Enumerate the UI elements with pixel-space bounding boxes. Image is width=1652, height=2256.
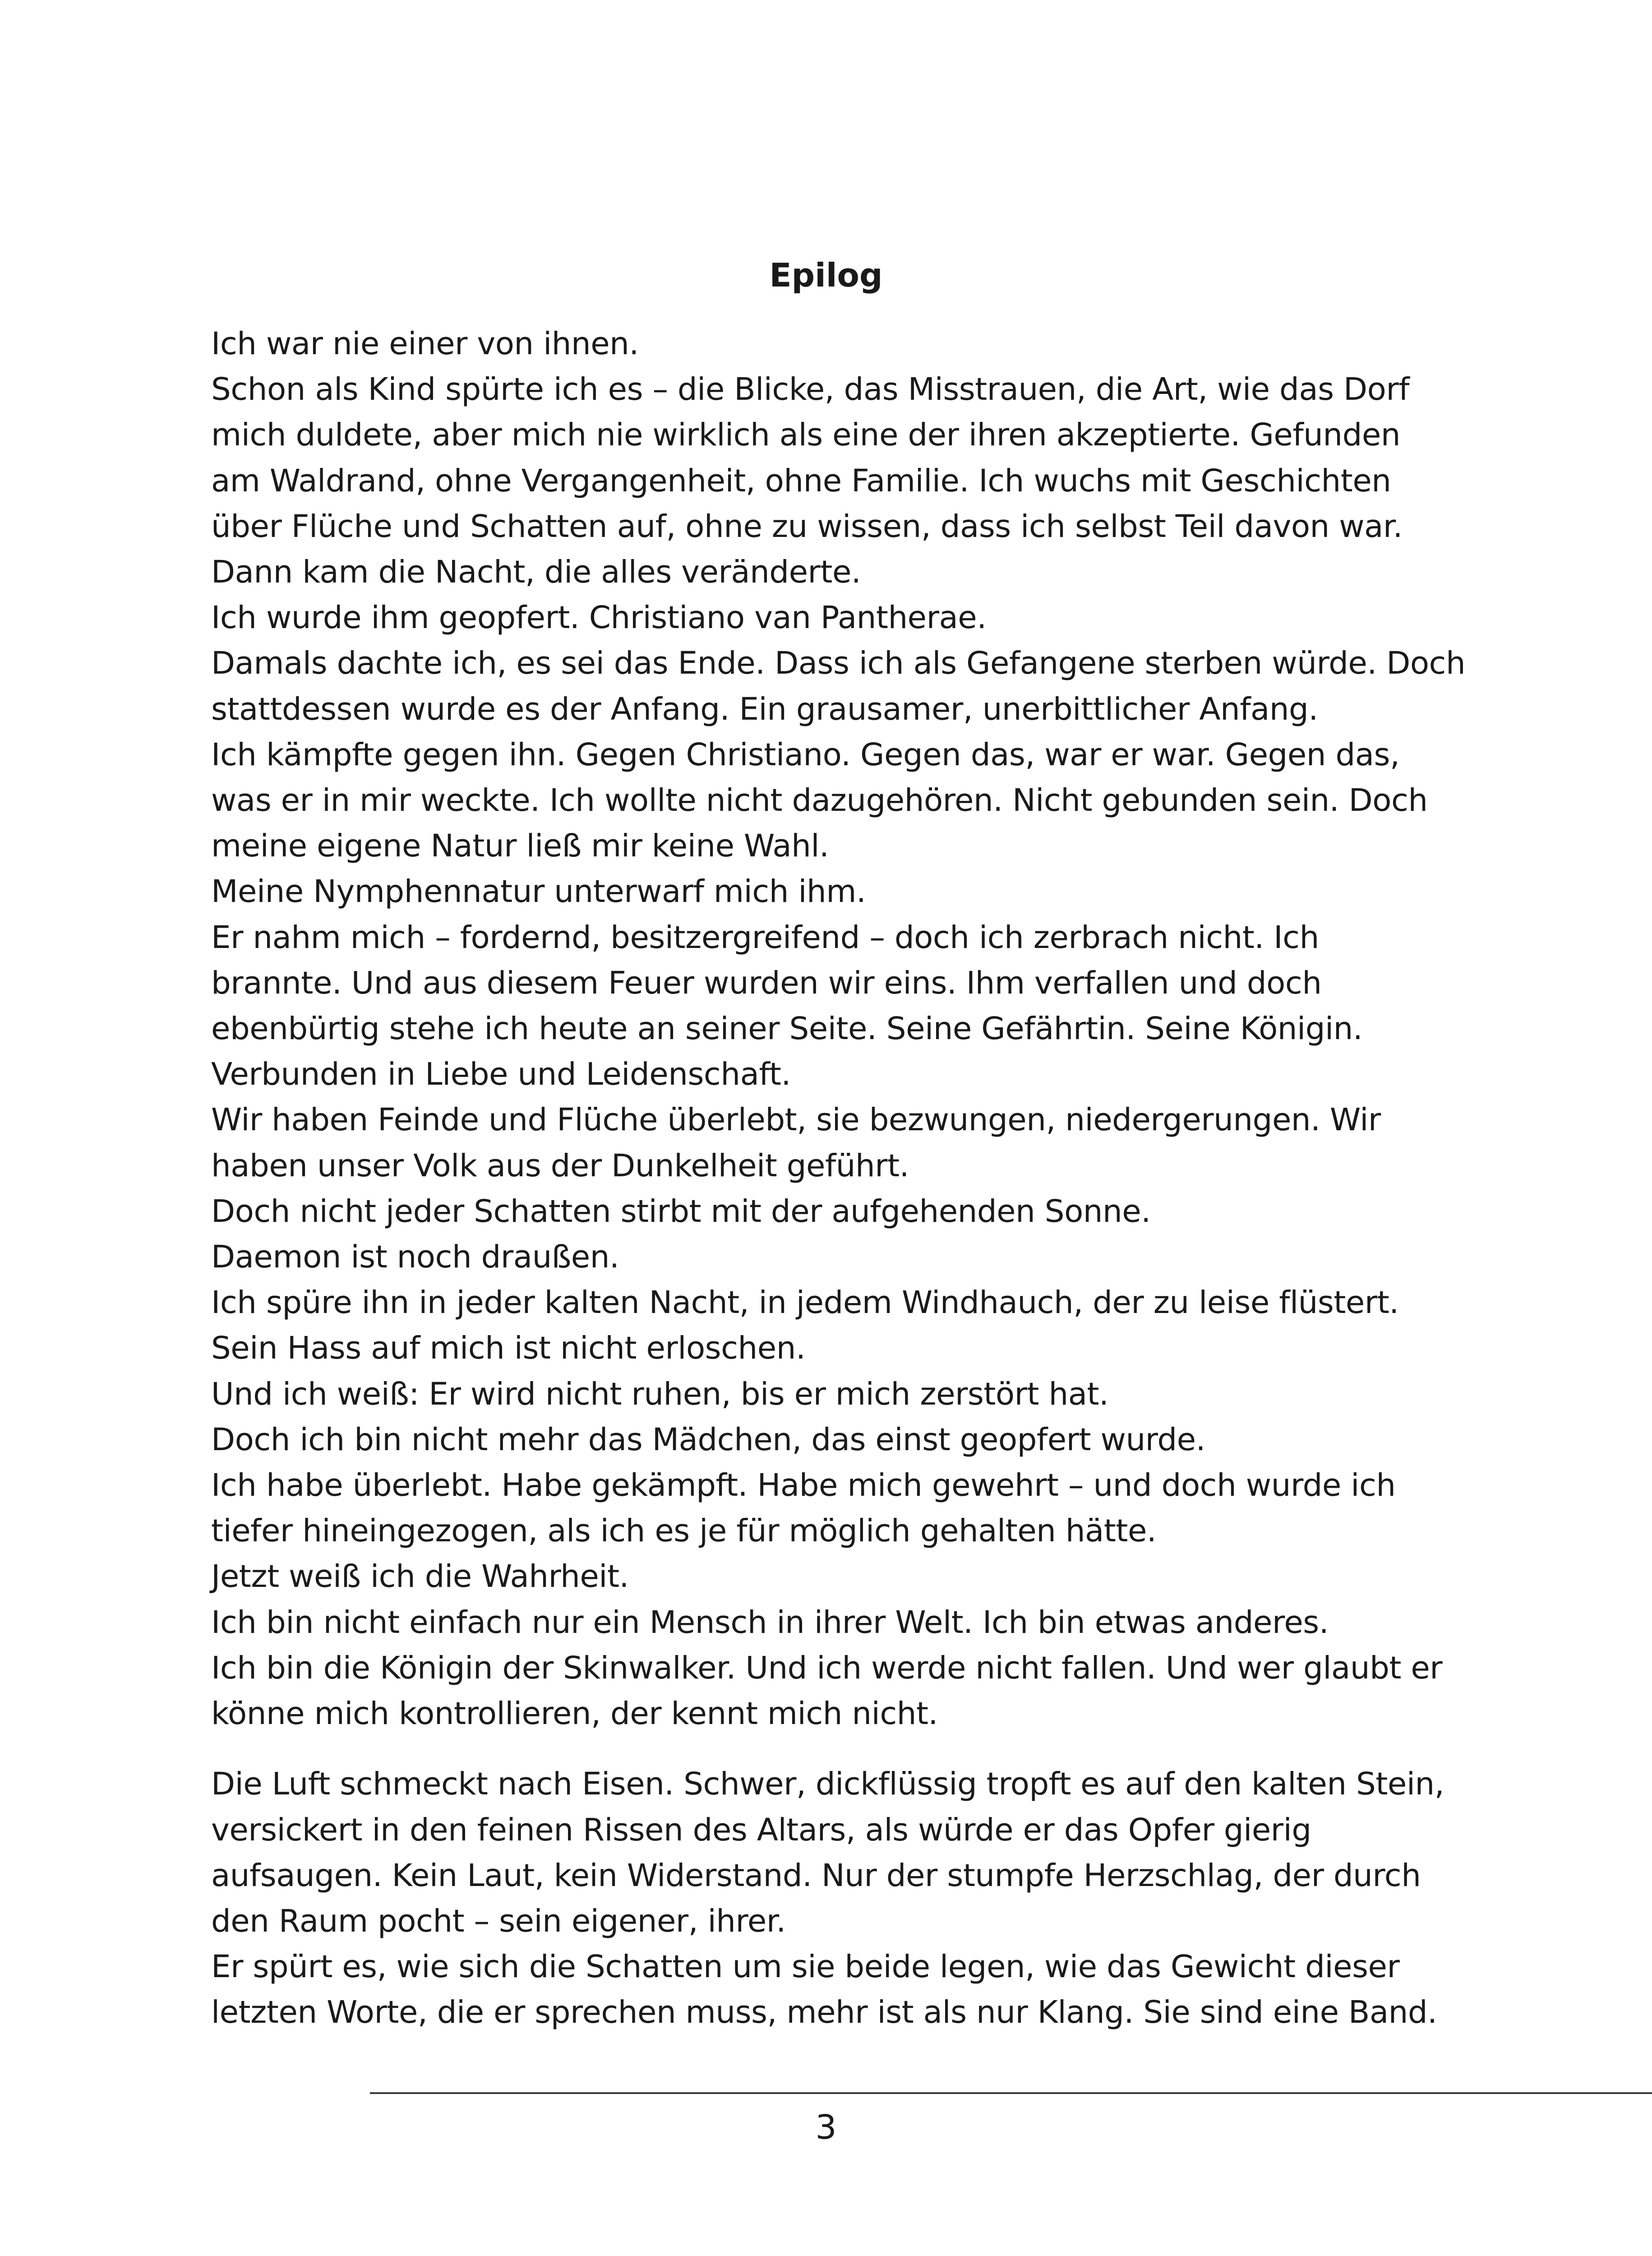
- text-line: Er nahm mich – fordernd, besitzergreifend – doch ich zerbrach nicht. Ich: [211, 919, 1319, 956]
- text-line: Doch nicht jeder Schatten stirbt mit der aufgehenden Sonne.: [211, 1193, 1151, 1230]
- text-line: am Waldrand, ohne Vergangenheit, ohne Familie. Ich wuchs mit Geschichten: [211, 462, 1391, 499]
- paragraph-1: [211, 321, 1501, 1737]
- footer-divider: [370, 2092, 1652, 2094]
- text-line: den Raum pocht – sein eigener, ihrer.: [211, 1903, 786, 1939]
- text-line: Daemon ist noch draußen.: [211, 1239, 619, 1276]
- text-line: Und ich weiß: Er wird nicht ruhen, bis er mich zerstört hat.: [211, 1376, 1109, 1412]
- text-line: haben unser Volk aus der Dunkelheit geführt.: [211, 1147, 909, 1184]
- text-line: Die Luft schmeckt nach Eisen. Schwer, dickflüssig tropft es auf den kalten Stein,: [211, 1766, 1444, 1803]
- text-line: tiefer hineingezogen, als ich es je für möglich gehalten hätte.: [211, 1513, 1157, 1549]
- text-line: meine eigene Natur ließ mir keine Wahl.: [211, 828, 829, 864]
- text-line: Ich wurde ihm geopfert. Christiano van Pantherae.: [211, 600, 987, 636]
- text-line: könne mich kontrollieren, der kennt mich nicht.: [211, 1696, 938, 1732]
- text-line: ebenbürtig stehe ich heute an seiner Seite. Seine Gefährtin. Seine Königin.: [211, 1011, 1363, 1047]
- text-line: Ich bin die Königin der Skinwalker. Und ich werde nicht fallen. Und wer glaubt er: [211, 1650, 1443, 1686]
- text-line: über Flüche und Schatten auf, ohne zu wissen, dass ich selbst Teil davon war.: [211, 508, 1403, 545]
- text-line: mich duldete, aber mich nie wirklich als eine der ihren akzeptierte. Gefunden: [211, 417, 1401, 453]
- page-number: 3: [815, 2108, 837, 2147]
- text-line: stattdessen wurde es der Anfang. Ein grausamer, unerbittlicher Anfang.: [211, 691, 1318, 727]
- text-line: Ich kämpfte gegen ihn. Gegen Christiano. Gegen das, war er war. Gegen das,: [211, 736, 1400, 773]
- text-line: Er spürt es, wie sich die Schatten um sie beide legen, wie das Gewicht dieser: [211, 1949, 1400, 1985]
- text-line: was er in mir weckte. Ich wollte nicht dazugehören. Nicht gebunden sein. Doch: [211, 782, 1428, 819]
- text-line: Ich habe überlebt. Habe gekämpft. Habe mich gewehrt – und doch wurde ich: [211, 1467, 1396, 1504]
- text-line: Dann kam die Nacht, die alles veränderte.: [211, 554, 861, 591]
- text-line: Schon als Kind spürte ich es – die Blicke, das Misstrauen, die Art, wie das Dorf: [211, 371, 1410, 408]
- text-line: Damals dachte ich, es sei das Ende. Dass ich als Gefangene sterben würde. Doch: [211, 645, 1466, 682]
- text-line: Meine Nymphennatur unterwarf mich ihm.: [211, 874, 866, 910]
- paragraph-2: [211, 1761, 1501, 2035]
- text-line: aufsaugen. Kein Laut, kein Widerstand. Nur der stumpfe Herzschlag, der durch: [211, 1857, 1421, 1894]
- text-line: Jetzt weiß ich die Wahrheit.: [211, 1558, 629, 1595]
- text-line: Ich spüre ihn in jeder kalten Nacht, in jedem Windhauch, der zu leise flüstert.: [211, 1285, 1399, 1321]
- text-line: Ich war nie einer von ihnen.: [211, 326, 639, 362]
- text-line: Verbunden in Liebe und Leidenschaft.: [211, 1056, 791, 1093]
- body-text: [211, 321, 1501, 2036]
- text-line: Ich bin nicht einfach nur ein Mensch in ihrer Welt. Ich bin etwas anderes.: [211, 1604, 1329, 1641]
- text-line: Doch ich bin nicht mehr das Mädchen, das einst geopfert wurde.: [211, 1421, 1206, 1458]
- text-line: Wir haben Feinde und Flüche überlebt, sie bezwungen, niedergerungen. Wir: [211, 1102, 1381, 1138]
- text-line: versickert in den feinen Rissen des Altars, als würde er das Opfer gierig: [211, 1812, 1311, 1848]
- text-line: brannte. Und aus diesem Feuer wurden wir eins. Ihm verfallen und doch: [211, 965, 1322, 1001]
- text-line: Sein Hass auf mich ist nicht erloschen.: [211, 1330, 806, 1367]
- page-title: Epilog: [769, 256, 883, 294]
- paragraph-gap: [211, 1737, 1501, 1761]
- text-line: letzten Worte, die er sprechen muss, mehr ist als nur Klang. Sie sind eine Band.: [211, 1994, 1437, 2031]
